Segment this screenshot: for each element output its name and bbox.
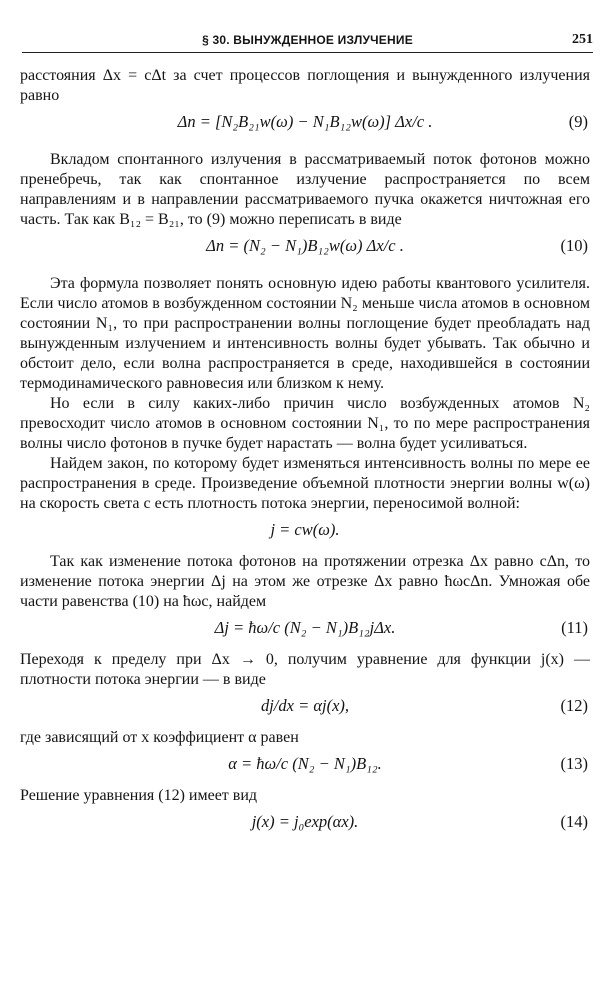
equation-j — [20, 514, 590, 546]
equation-9-formula: Δn = [N₂B₂₁w(ω) − N₁B₁₂w(ω)] Δx/c . — [177, 112, 433, 131]
paragraph-1: расстояния Δx = cΔt за счет процессов поглощения и вынужденного излучения равно — [20, 67, 590, 104]
equation-11-number: (11) — [561, 618, 588, 637]
section-title: § 30. ВЫНУЖДЕННОЕ ИЗЛУЧЕНИЕ — [202, 33, 413, 47]
equation-13-formula: α = ħω/c (N₂ − N₁)B₁₂. — [228, 754, 382, 773]
equation-11-formula: Δj = ħω/c (N₂ − N₁)B₁₂jΔx. — [214, 618, 396, 637]
paragraph-2: Вкладом спонтанного излучения в рассматриваемый поток фотонов можно пренебречь, так как спонтанное излучение распространяется по всем направлениям и в направлении рассматриваемого пучка окажется ничтожная его часть. Так как B₁₂ = B₂₁, то (9) можно переписать в виде — [20, 151, 590, 228]
equation-14-formula: j(x) = j₀exp(αx). — [251, 812, 359, 831]
paragraph-7: Переходя к пределу при Δx → 0, получим уравнение для функции j(x) — плотности потока энергии — в виде — [20, 651, 590, 688]
equation-12-formula: dj/dx = αj(x), — [260, 696, 350, 715]
equation-10-number: (10) — [560, 236, 588, 255]
paragraph-8: где зависящий от x коэффициент α равен — [20, 729, 299, 746]
equation-9-number: (9) — [568, 112, 588, 131]
paragraph-6: Так как изменение потока фотонов на протяжении отрезка Δx равно cΔn, то изменение потока энергии Δj на этом же отрезке Δx равно ħωcΔn. Умножая обе части равенства (10) на ħωc, найдем — [20, 553, 590, 610]
equation-13 — [20, 748, 590, 780]
page-body — [20, 66, 590, 838]
paragraph-4: Но если в силу каких-либо причин число возбужденных атомов N₂ превосходит число атомов в основном состоянии N₁, то по мере распространения волны число фотонов в пучке будет нарастать — волна будет усиливаться. — [20, 395, 590, 452]
equation-12-number: (12) — [560, 696, 588, 715]
page-number: 251 — [572, 32, 593, 47]
paragraph-3: Эта формула позволяет понять основную идею работы квантового усилителя. Если число атомов в возбужденном состоянии N₂ меньше числа атомов в основном состоянии N₁, то при распространении волны поглощение будет преобладать над вынужденным излучением и интенсивность волны будет убывать. Так обычно и обстоит дело, если волна распространяется в среде, находившейся в состоянии термодинамического равновесия или близком к нему. — [20, 275, 590, 392]
paragraph-9: Решение уравнения (12) имеет вид — [20, 787, 258, 804]
equation-10 — [20, 230, 590, 262]
equation-9 — [20, 106, 590, 138]
running-header — [22, 30, 593, 53]
equation-14 — [20, 806, 590, 838]
equation-14-number: (14) — [560, 812, 588, 831]
paragraph-5: Найдем закон, по которому будет изменяться интенсивность волны по мере ее распространения в среде. Произведение объемной плотности энергии волны w(ω) на скорость света c есть плотность потока энергии, переносимой волной: — [20, 455, 590, 512]
equation-12 — [20, 690, 590, 722]
equation-10-formula: Δn = (N₂ − N₁)B₁₂w(ω) Δx/c . — [206, 236, 404, 255]
equation-j-formula: j = cw(ω). — [270, 520, 340, 539]
equation-13-number: (13) — [560, 754, 588, 773]
equation-11 — [20, 612, 590, 644]
